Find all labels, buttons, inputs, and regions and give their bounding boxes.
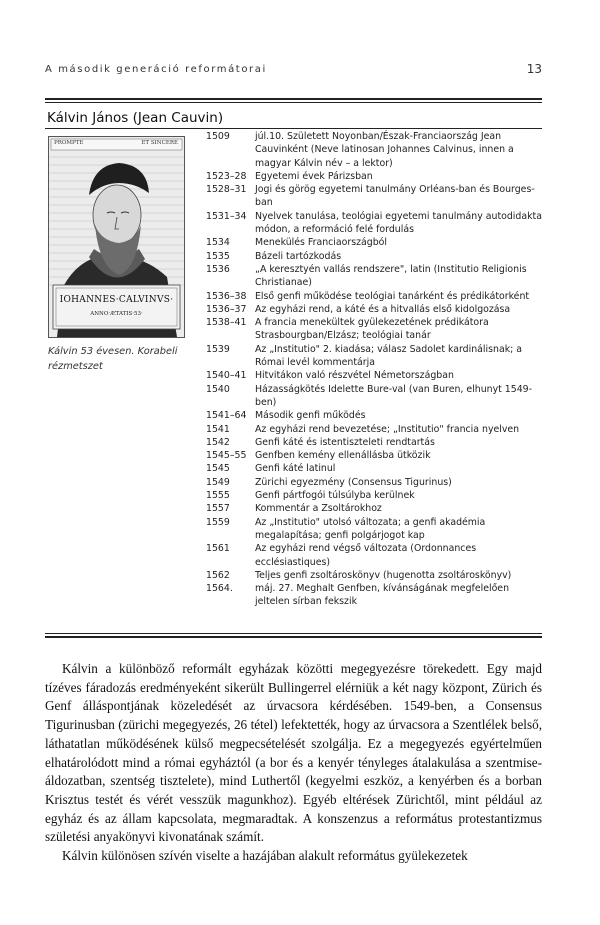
chronology-year: 1534	[206, 237, 230, 249]
calvin-portrait	[48, 136, 185, 338]
chronology-row	[206, 502, 542, 515]
chronology-row	[206, 290, 542, 303]
chronology-year: 1540–41	[206, 370, 247, 382]
chronology-event: Hitvitákon való részvétel Németországban	[255, 370, 454, 382]
chronology-year: 1531–34	[206, 210, 247, 222]
chronology-row	[206, 462, 542, 475]
chronology-event: Genfi káté latinul	[255, 463, 336, 475]
chronology-row	[206, 409, 542, 422]
chronology-row	[206, 263, 542, 290]
chronology-event: A francia menekültek gyülekezetének prédikátora Strasbourgban/Elzász; teológiai tanár	[255, 317, 489, 342]
chronology-row	[206, 383, 542, 410]
chronology-event: Az „Institutio" utolsó változata; a genfi akadémia megalapítása; genfi polgárjogot kap	[255, 516, 486, 541]
chronology-year: 1557	[206, 503, 230, 515]
chronology-year: 1549	[206, 476, 230, 488]
chronology-year: 1562	[206, 569, 230, 581]
box-title: Kálvin János (Jean Cauvin)	[47, 110, 224, 126]
chronology-event: Bázeli tartózkodás	[255, 250, 342, 262]
chronology-event: Menekülés Franciaországból	[255, 237, 388, 249]
chronology-event: Első genfi működése teológiai tanárként és prédikátorként	[255, 290, 530, 302]
chronology-event: Az egyházi rend végső változata (Ordonnances ecclésiastiques)	[255, 543, 477, 568]
page-header	[45, 62, 542, 78]
chronology-year: 1564.	[206, 583, 233, 595]
chronology-row	[206, 516, 542, 543]
portrait-motto-left: PROMPTE	[54, 140, 84, 146]
chronology-row	[206, 303, 542, 316]
chronology-event: Teljes genfi zsoltároskönyv (hugenotta zsoltároskönyv)	[255, 569, 512, 581]
chronology-event: júl.10. Született Noyonban/Észak-Franciaország Jean Cauvinként (Neve latinosan Johannes Calvinus, innen a magyar Kálvin név – a lektor)	[255, 131, 514, 169]
chronology-row	[206, 449, 542, 462]
portrait-engraving	[49, 137, 184, 337]
box-top-rule-thin	[45, 102, 542, 103]
chronology-year: 1539	[206, 343, 230, 355]
chronology-year: 1536–38	[206, 290, 247, 302]
chronology-year: 1542	[206, 436, 230, 448]
chronology-event: Zürichi egyezmény (Consensus Tigurinus)	[255, 476, 452, 488]
chronology-row	[206, 436, 542, 449]
chronology-event: Genfi káté és istentiszteleti rendtartás	[255, 436, 435, 448]
body-paragraph: Kálvin a különböző reformált egyházak közötti megegyezésre törekedett. Egy majd tízéves fáradozás eredményeként sikerült Bullingerrel elérniük a két nagy központ, Zürich és Genf álláspontjának közeledését az úrvacsora kérdésében. 1549-ben, a Consensus Tigurinusban (zürichi megegyezés, 26 tétel) lefektették, hogy az úrvacsora a Szentlélek belső, láthatatlan működésének külső megpecsételését szolgálja. Ez a megegyezés egyértelműen elhatárolódott mind a római egyháztól (a bor és a kenyér tényleges átalakulása a szentmise-áldozatban, szentség tisztelete), mind Luthertől (kegyelmi eszköz, a kenyérben és a borban Krisztus testét és vérét vesszük magunkhoz). Egyéb eltérések Zürichtől, mint például az egyház és az állam kapcsolata, megmaradtak. A konszenzus a református protestantizmus születési anyakönyvi kivonatának számít.	[45, 661, 542, 845]
chronology-row	[206, 130, 542, 170]
chronology-year: 1528–31	[206, 184, 247, 196]
box-top-rule	[45, 98, 542, 100]
chronology-year: 1540	[206, 383, 230, 395]
chronology-event: Genfi pártfogói túlsúlyba kerülnek	[255, 490, 415, 502]
chronology-year: 1561	[206, 543, 230, 555]
chronology-row	[206, 569, 542, 582]
chronology-row	[206, 236, 542, 249]
chronology-year: 1545	[206, 463, 230, 475]
portrait-name-inscription: IOHANNES·CALVINVS·	[59, 295, 174, 305]
page-number: 13	[526, 62, 542, 76]
chronology-row	[206, 582, 542, 609]
chronology-event: Az „Institutio" 2. kiadása; válasz Sadolet kardinálisnak; a Római levél kommentárja	[255, 343, 523, 369]
chronology-row	[206, 476, 542, 489]
chronology-year: 1523–28	[206, 170, 247, 182]
chronology-event: „A keresztyén vallás rendszere", latin (Institutio Religionis Christianae)	[255, 263, 527, 289]
chronology-row	[206, 210, 542, 237]
title-underline	[45, 128, 542, 129]
calvin-chronology	[206, 130, 542, 609]
chronology-year: 1541–64	[206, 410, 247, 422]
chronology-year: 1538–41	[206, 317, 247, 329]
chronology-event: Második genfi működés	[255, 410, 366, 422]
chronology-year: 1541	[206, 423, 230, 435]
chronology-row	[206, 183, 542, 210]
portrait-age-inscription: ANNO·ÆTATIS·53·	[90, 311, 143, 317]
chronology-year: 1536	[206, 263, 230, 275]
chronology-row	[206, 489, 542, 502]
body-paragraph: Kálvin különösen szívén viselte a hazájában alakult református gyülekezetek	[62, 848, 468, 864]
running-title: A második generáció reformátorai	[45, 64, 267, 75]
chronology-year: 1555	[206, 490, 230, 502]
chronology-row	[206, 369, 542, 382]
chronology-row	[206, 542, 542, 569]
chronology-year: 1509	[206, 131, 230, 142]
chronology-year: 1535	[206, 250, 230, 262]
chronology-event: Házasságkötés Idelette Bure-val (van Buren, elhunyt 1549-ben)	[255, 383, 533, 408]
chronology-event: Kommentár a Zsoltárokhoz	[255, 503, 382, 515]
chronology-year: 1559	[206, 516, 230, 528]
chronology-row	[206, 316, 542, 343]
body-text	[45, 660, 542, 866]
chronology-event: Genfben kemény ellenállásba ütközik	[255, 450, 431, 462]
chronology-event: Jogi és görög egyetemi tanulmány Orléans-ban és Bourges-ban	[255, 184, 535, 209]
chronology-event: Nyelvek tanulása, teológiai egyetemi tanulmány autodidakta módon, a reformáció felé fordulás	[255, 210, 542, 236]
chronology-row	[206, 423, 542, 436]
chronology-row	[206, 250, 542, 263]
portrait-caption: Kálvin 53 évesen. Korabeli rézmetszet	[48, 346, 178, 372]
chronology-event: máj. 27. Meghalt Genfben, kívánságának megfelelően jeltelen sírban fekszik	[255, 583, 510, 608]
chronology-event: Egyetemi évek Párizsban	[255, 170, 373, 182]
box-bottom-rule-thick	[45, 636, 542, 638]
chronology-row	[206, 170, 542, 183]
chronology-year: 1545–55	[206, 450, 247, 462]
chronology-year: 1536–37	[206, 303, 247, 315]
chronology-row	[206, 343, 542, 370]
portrait-motto-right: ET SINCERE	[141, 140, 178, 146]
chronology-event: Az egyházi rend, a káté és a hitvallás első kidolgozása	[255, 303, 511, 315]
chronology-event: Az egyházi rend bevezetése; „Institutio" francia nyelven	[255, 423, 520, 435]
box-bottom-rule	[45, 633, 542, 634]
